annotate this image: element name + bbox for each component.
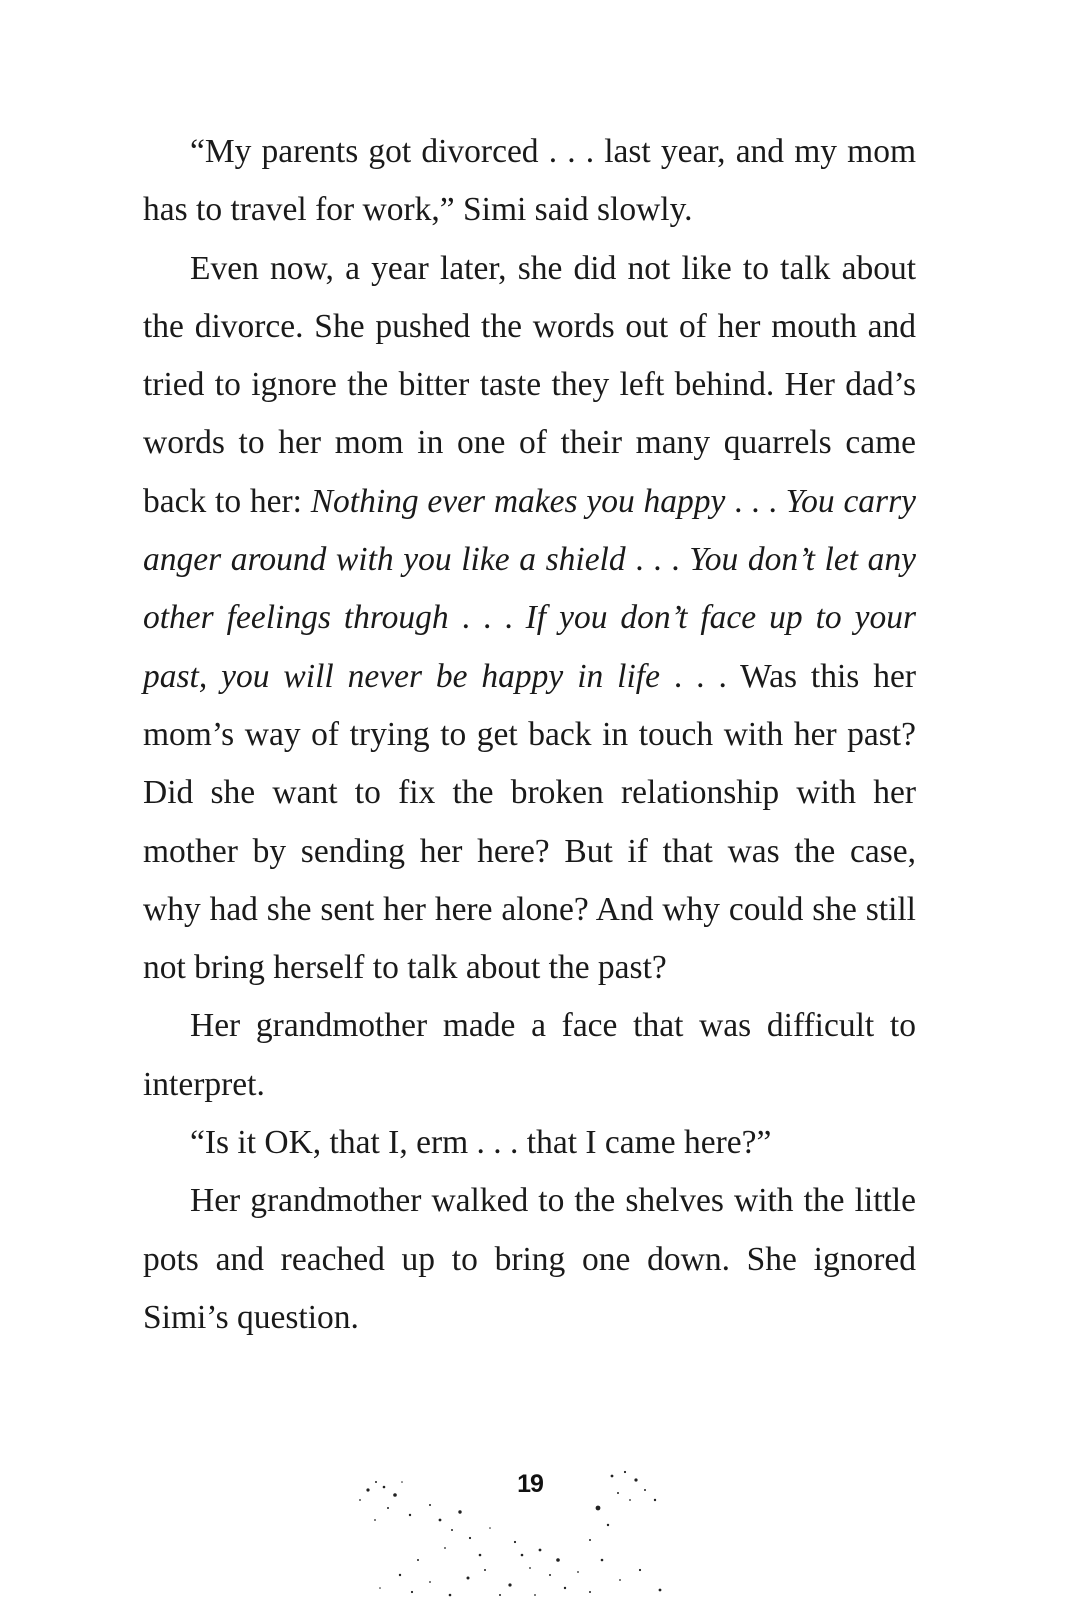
text-run: . . . Was this her mom’s way of trying to get back in touch with her past? Did she want to fix the broken relationship with her mother by sending her here? But if that was the case, why had she sent her here alone? And why could she still not bring herself to talk about the past? — [143, 657, 916, 987]
text-run: “My parents got divorced . . . last year, and my mom has to travel for work,” Simi said slowly. — [143, 133, 916, 229]
italic-text: Nothing ever makes you happy — [310, 482, 726, 520]
text-run: Her grandmother walked to the shelves with the little pots and reached up to bring one down. She ignored Simi’s question. — [143, 1182, 916, 1336]
italic-text: You don’t let any other feelings through — [143, 541, 916, 637]
paragraph — [143, 240, 916, 998]
page-number: 19 — [517, 1470, 543, 1498]
italic-text: If you don’t face up to your past, you will never be happy in life — [143, 599, 917, 695]
text-run: Her grandmother made a face that was difficult to interpret. — [143, 1007, 916, 1103]
paragraph — [143, 997, 916, 1114]
italic-text: You carry anger around with you like a shield — [143, 482, 917, 579]
text-run: . . . — [725, 482, 786, 520]
text-run: . . . — [448, 599, 526, 637]
paragraph — [143, 1114, 916, 1172]
text-run: “Is it OK, that I, erm . . . that I came here?” — [190, 1124, 772, 1162]
paragraph — [143, 1172, 916, 1347]
body-text — [143, 123, 916, 1347]
paragraph — [143, 123, 916, 240]
text-run: . . . — [625, 541, 690, 579]
text-run: Even now, a year later, she did not like to talk about the divorce. She pushed the words out of her mouth and tried to ignore the bitter taste they left behind. Her dad’s words to her mom in one of their many quarrels came back to her: — [143, 249, 916, 520]
